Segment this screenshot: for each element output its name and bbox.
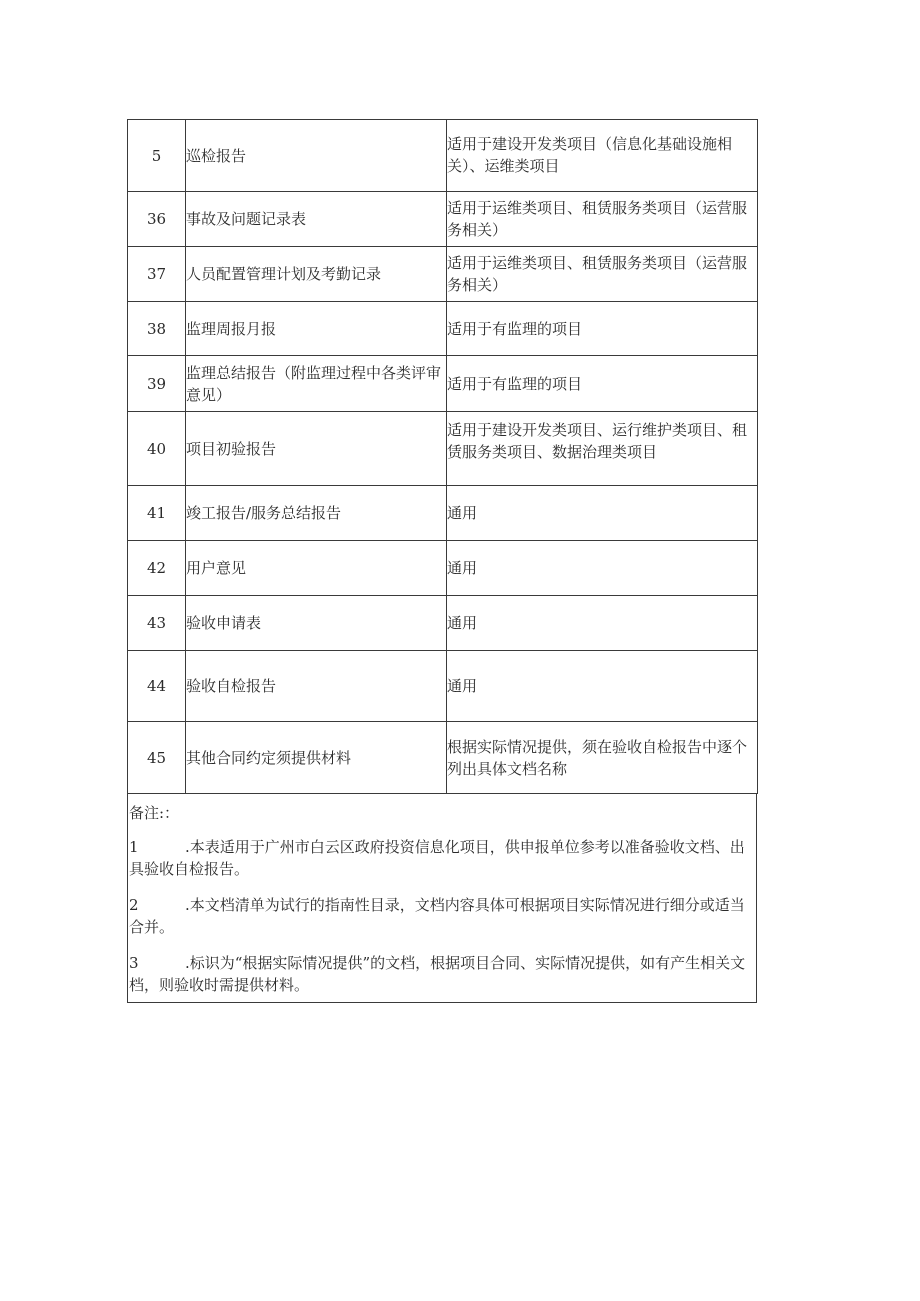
applicability: 适用于有监理的项目 <box>447 356 758 412</box>
document-name: 监理总结报告（附监理过程中各类评审意见） <box>186 356 447 412</box>
document-name: 人员配置管理计划及考勤记录 <box>186 247 447 302</box>
applicability <box>447 120 758 192</box>
applicability-text: 适用于建设开发类项目、运行维护类项目、租赁服务类项目、数据治理类项目 <box>447 420 748 461</box>
applicability: 通用 <box>447 596 758 651</box>
row-number: 44 <box>128 651 186 722</box>
applicability: 适用于有监理的项目 <box>447 302 758 356</box>
row-number: 41 <box>128 486 186 541</box>
document-name: 验收自检报告 <box>186 651 447 722</box>
table-row <box>128 541 758 596</box>
table-row <box>128 247 758 302</box>
document-name: 巡检报告 <box>186 120 447 192</box>
remark-number: 1 <box>129 838 139 856</box>
remark-item <box>128 836 756 880</box>
table-row <box>128 412 758 486</box>
table-row <box>128 596 758 651</box>
applicability: 适用于运维类项目、租赁服务类项目（运营服务相关） <box>447 247 758 302</box>
document-name: 监理周报月报 <box>186 302 447 356</box>
row-number: 42 <box>128 541 186 596</box>
row-number: 38 <box>128 302 186 356</box>
document-name: 用户意见 <box>186 541 447 596</box>
applicability-text: 适用于建设开发类项目（信息化基础设施相关）、运维类项目 <box>447 134 733 175</box>
table-row <box>128 651 758 722</box>
document-name: 事故及问题记录表 <box>186 192 447 247</box>
row-number: 5 <box>128 120 186 192</box>
row-number: 36 <box>128 192 186 247</box>
applicability: 适用于运维类项目、租赁服务类项目（运营服务相关） <box>447 192 758 247</box>
remarks-title: 备注:： <box>129 804 180 822</box>
remarks-section <box>127 794 757 1003</box>
table-row <box>128 722 758 794</box>
remark-number: 2 <box>129 896 139 914</box>
table-row <box>128 302 758 356</box>
applicability: 根据实际情况提供，须在验收自检报告中逐个列出具体文档名称 <box>447 722 758 794</box>
document-name: 项目初验报告 <box>186 412 447 486</box>
applicability: 通用 <box>447 486 758 541</box>
document-page <box>127 119 757 1003</box>
document-name: 验收申请表 <box>186 596 447 651</box>
remark-item <box>128 952 756 996</box>
remark-number: 3 <box>129 954 139 972</box>
applicability <box>447 412 758 486</box>
remark-item <box>128 894 756 938</box>
document-name: 其他合同约定须提供材料 <box>186 722 447 794</box>
row-number: 45 <box>128 722 186 794</box>
remark-text: .标识为“根据实际情况提供”的文档，根据项目合同、实际情况提供，如有产生相关文档，则验收时需提供材料。 <box>129 954 746 994</box>
table-row <box>128 356 758 412</box>
applicability: 通用 <box>447 651 758 722</box>
row-number: 40 <box>128 412 186 486</box>
document-checklist-table <box>127 119 758 794</box>
document-name: 竣工报告/服务总结报告 <box>186 486 447 541</box>
remark-text: .本表适用于广州市白云区政府投资信息化项目，供申报单位参考以准备验收文档、出具验收自检报告。 <box>129 838 745 878</box>
remark-text: .本文档清单为试行的指南性目录，文档内容具体可根据项目实际情况进行细分或适当合并。 <box>129 896 745 936</box>
table-row <box>128 120 758 192</box>
row-number: 39 <box>128 356 186 412</box>
row-number: 43 <box>128 596 186 651</box>
row-number: 37 <box>128 247 186 302</box>
table-row <box>128 486 758 541</box>
table-row <box>128 192 758 247</box>
applicability: 通用 <box>447 541 758 596</box>
